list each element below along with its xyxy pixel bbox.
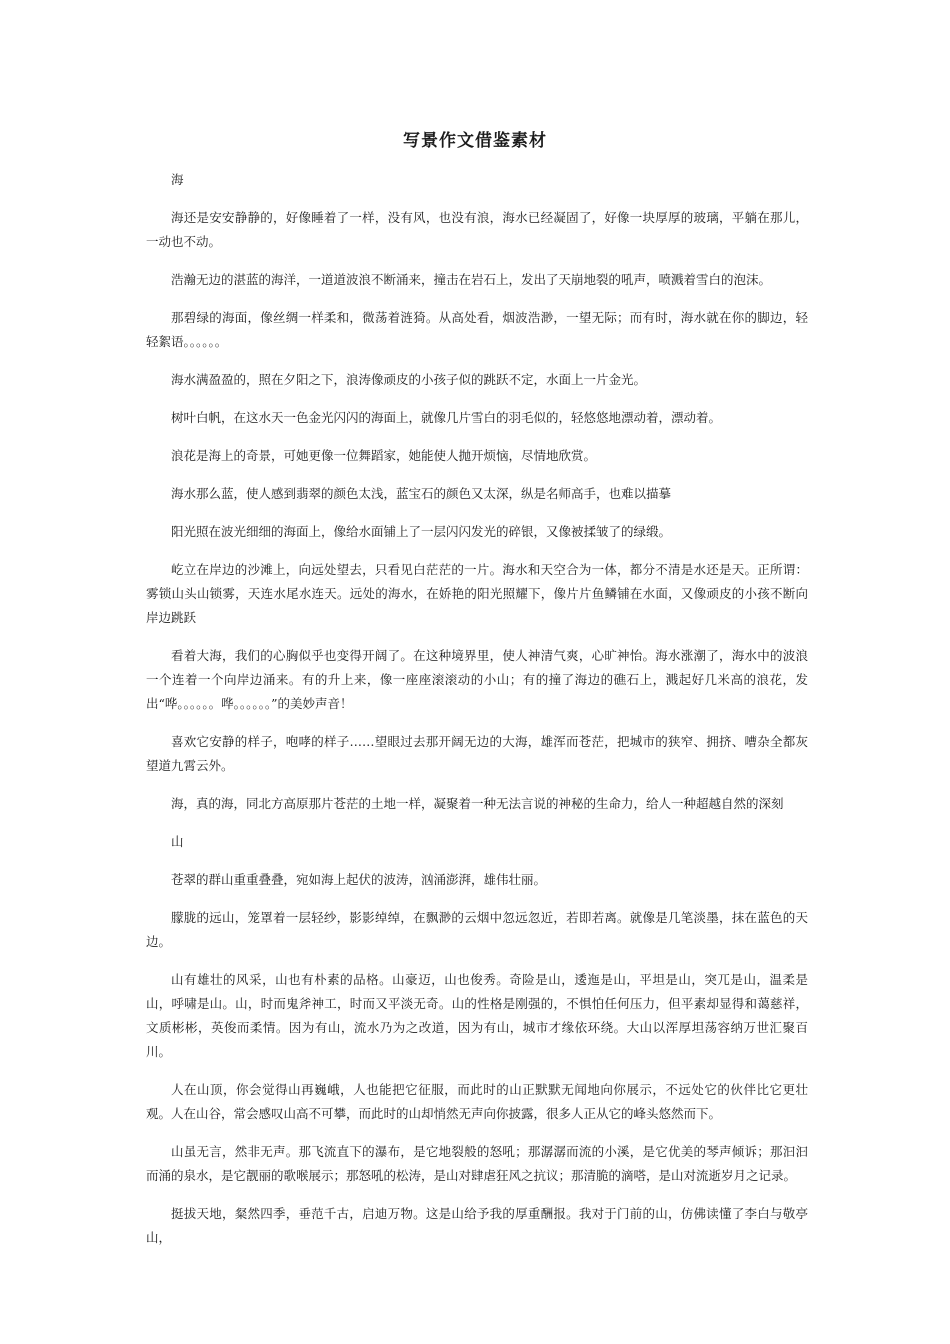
document-title: 写景作文借鉴素材 xyxy=(403,131,547,151)
paragraph: 海，真的海，同北方高原那片苍茫的土地一样，凝聚着一种无法言说的神秘的生命力，给人一种超越自然的深刻 xyxy=(171,796,784,811)
paragraph: 树叶白帆，在这水天一色金光闪闪的海面上，就像几片雪白的羽毛似的，轻悠悠地漂动着，漂动着。 xyxy=(171,410,722,425)
paragraph: 海水那么蓝，使人感到翡翠的颜色太浅，蓝宝石的颜色又太深，纵是名师高手，也难以描摹 xyxy=(171,486,672,501)
paragraph: 屹立在岸边的沙滩上，向远处望去，只看见白茫茫的一片。海水和天空合为一体，都分不清是水还是天。正所谓：雾锁山头山锁雾，天连水尾水连天。远处的海水，在娇艳的阳光照耀下，像片片鱼鳞铺在水面，又像顽皮的小孩不断向岸边跳跃 xyxy=(146,562,808,625)
paragraph: 苍翠的群山重重叠叠，宛如海上起伏的波涛，汹涌澎湃，雄伟壮丽。 xyxy=(171,872,547,887)
paragraph: 山有雄壮的风采，山也有朴素的品格。山豪迈，山也俊秀。奇险是山，逶迤是山，平坦是山，突兀是山，温柔是山，呼啸是山。山，时而鬼斧神工，时而又平淡无奇。山的性格是刚强的，不惧怕任何压力，但平素却显得和蔼慈祥，文质彬彬，英俊而柔情。因为有山，流水乃为之改道，因为有山，城市才缘依环绕。大山以浑厚坦荡容纳万世汇聚百川。 xyxy=(146,972,808,1059)
paragraph: 浩瀚无边的湛蓝的海洋，一道道波浪不断涌来，撞击在岩石上，发出了天崩地裂的吼声，喷溅着雪白的泡沫。 xyxy=(171,272,772,287)
section-heading-mountain: 山 xyxy=(171,834,184,849)
paragraph: 人在山顶，你会觉得山再巍峨，人也能把它征服，而此时的山正默默无闻地向你展示，不远处它的伙伴比它更壮观。人在山谷，常会感叹山高不可攀，而此时的山却悄然无声向你披露，很多人正从它的峰头悠然而下。 xyxy=(146,1082,808,1121)
paragraph: 山虽无言，然非无声。那飞流直下的瀑布，是它地裂般的怒吼；那潺潺而流的小溪，是它优美的琴声倾诉；那汩汩而涌的泉水，是它靓丽的歌喉展示；那怒吼的松涛，是山对肆虐狂风之抗议；那清脆的滴嗒，是山对流逝岁月之记录。 xyxy=(146,1144,808,1183)
paragraph: 挺拔天地，粲然四季，垂范千古，启迪万物。这是山给予我的厚重酬报。我对于门前的山，仿佛读懂了李白与敬亭山， xyxy=(146,1206,808,1245)
paragraph: 喜欢它安静的样子，咆哮的样子……望眼过去那开阔无边的大海，雄浑而苍茫，把城市的狭窄、拥挤、嘈杂全都灰望道九霄云外。 xyxy=(146,734,808,773)
paragraph: 海还是安安静静的，好像睡着了一样，没有风，也没有浪，海水已经凝固了，好像一块厚厚的玻璃，平躺在那儿，一动也不动。 xyxy=(146,210,808,249)
document-body xyxy=(146,168,808,1264)
paragraph: 看着大海，我们的心胸似乎也变得开阔了。在这种境界里，使人神清气爽，心旷神怡。海水涨潮了，海水中的波浪一个连着一个向岸边涌来。有的升上来，像一座座滚滚动的小山；有的撞了海边的礁石上，溅起好几米高的浪花，发出“哗。。。。。。哗。。。。。。”的美妙声音！ xyxy=(146,648,808,711)
paragraph: 那碧绿的海面，像丝绸一样柔和，微荡着涟猗。从高处看，烟波浩渺，一望无际；而有时，海水就在你的脚边，轻轻絮语。。。。。。 xyxy=(146,310,808,349)
paragraph: 浪花是海上的奇景，可她更像一位舞蹈家，她能使人抛开烦恼，尽情地欣赏。 xyxy=(171,448,597,463)
paragraph: 海水满盈盈的，照在夕阳之下，浪涛像顽皮的小孩子似的跳跃不定，水面上一片金光。 xyxy=(171,372,647,387)
paragraph: 阳光照在波光细细的海面上，像给水面铺上了一层闪闪发光的碎银，又像被揉皱了的绿缎。 xyxy=(171,524,672,539)
paragraph: 朦胧的远山，笼罩着一层轻纱，影影绰绰，在飘渺的云烟中忽远忽近，若即若离。就像是几笔淡墨，抹在蓝色的天边。 xyxy=(146,910,808,949)
section-heading-sea: 海 xyxy=(171,172,184,187)
